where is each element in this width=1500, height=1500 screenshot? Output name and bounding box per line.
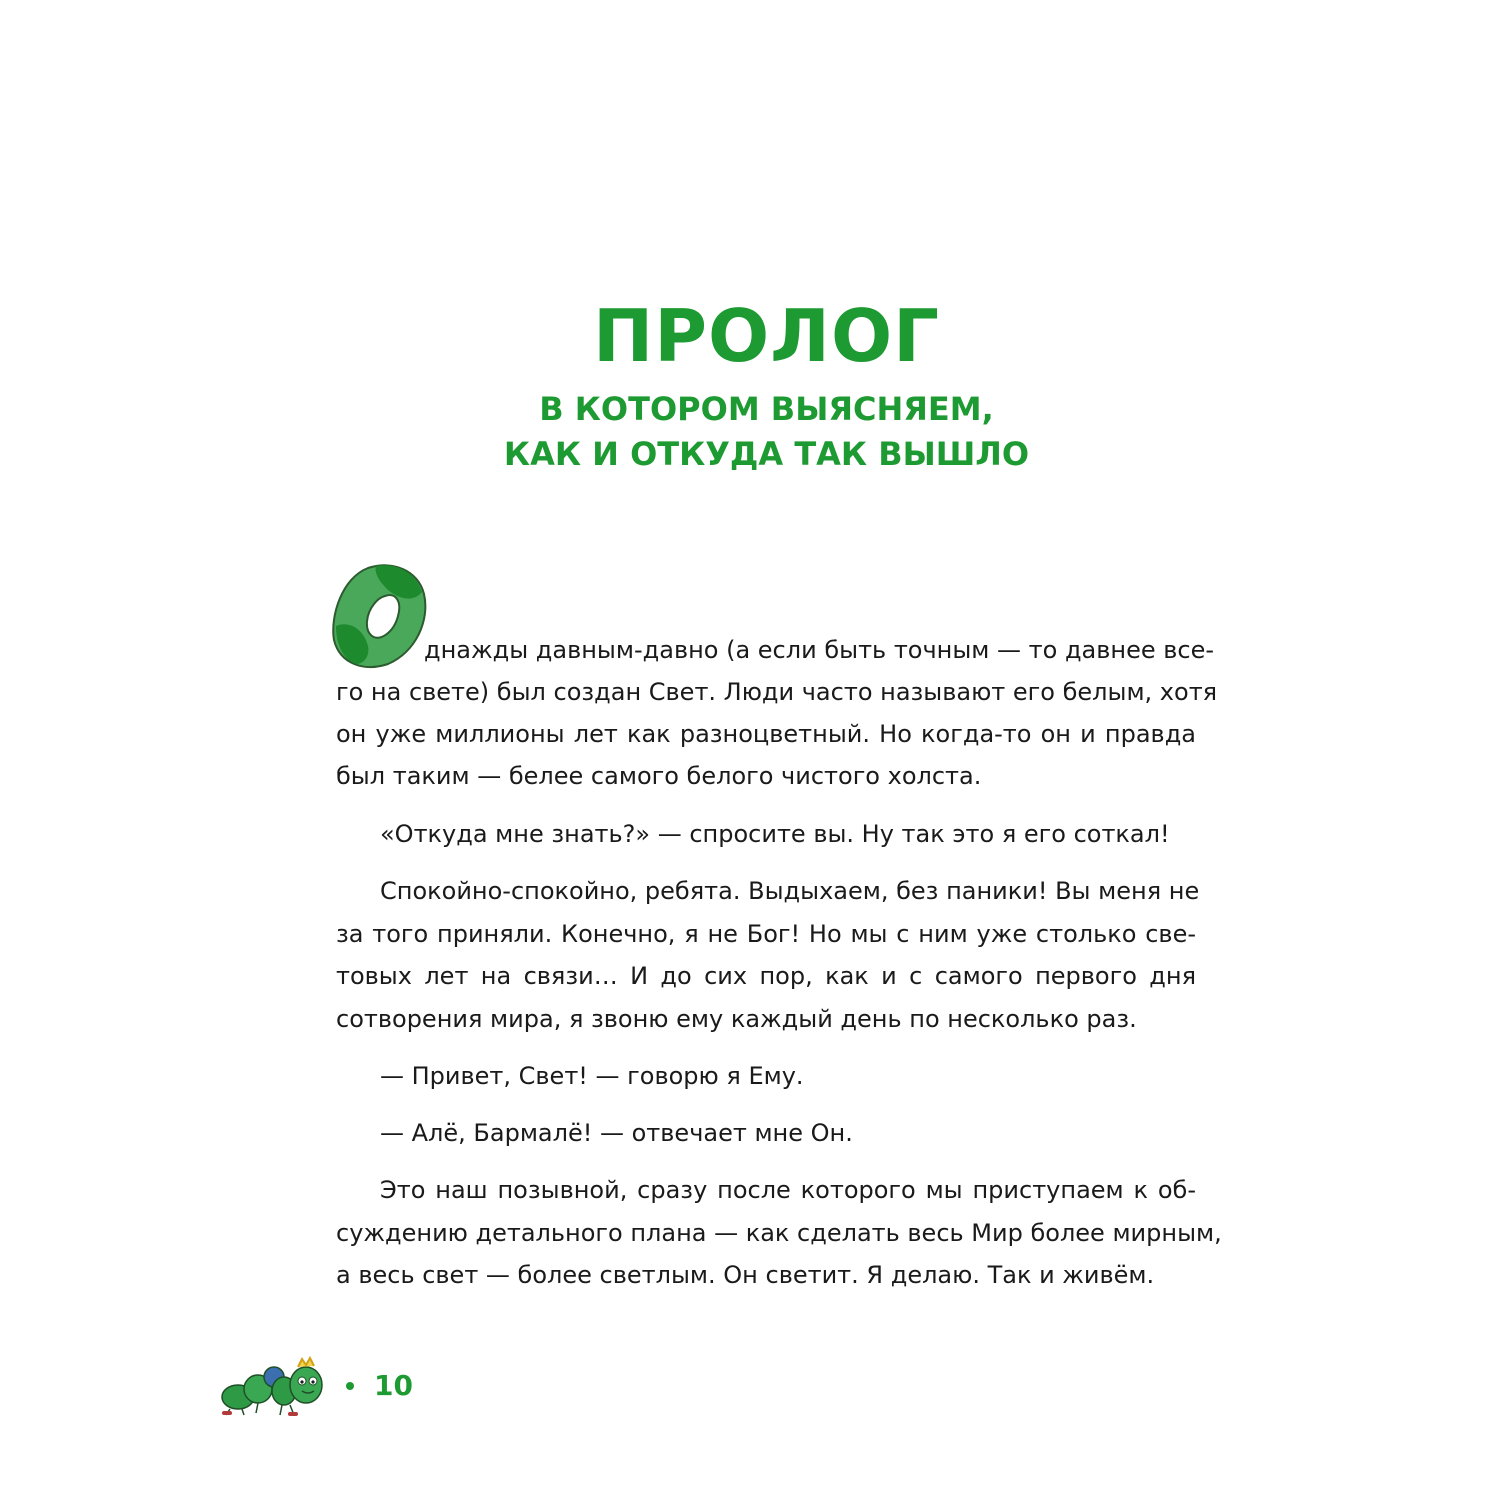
letter-o-dropcap	[330, 560, 430, 670]
chapter-subtitle-line-2: КАК И ОТКУДА ТАК ВЫШЛО	[503, 435, 1030, 473]
paragraph-1-line-2: го на свете) был создан Свет. Люди часто называют его белым, хотя	[336, 678, 1218, 706]
paragraph-6-line-2: суждению детального плана — как сделать весь Мир более мирным,	[336, 1219, 1222, 1247]
dialogue-line-1: — Привет, Свет! — говорю я Ему.	[380, 1062, 804, 1090]
chapter-title: ПРОЛОГ	[592, 294, 941, 378]
paragraph-1-line-4: был таким — белее самого белого чистого холста.	[336, 762, 982, 790]
page-number: 10	[374, 1369, 413, 1402]
chapter-subtitle-line-1: В КОТОРОМ ВЫЯСНЯЕМ,	[539, 390, 994, 428]
dialogue-line-2: — Алё, Бармалё! — отвечает мне Он.	[380, 1119, 853, 1147]
paragraph-1-line-3: он уже миллионы лет как разноцветный. Но когда-то он и правда	[336, 720, 1196, 748]
paragraph-1-line-1: днажды давным-давно (а если быть точным — то давнее все-	[424, 636, 1215, 664]
paragraph-6-line-1: Это наш позывной, сразу после которого мы приступаем к об-	[380, 1176, 1196, 1204]
paragraph-3-line-3: товых лет на связи… И до сих пор, как и с самого первого дня	[336, 962, 1196, 990]
page-number-dot	[346, 1382, 354, 1390]
paragraph-3-line-4: сотворения мира, я звоню ему каждый день по несколько раз.	[336, 1005, 1137, 1033]
paragraph-3-line-1: Спокойно-спокойно, ребята. Выдыхаем, без паники! Вы меня не	[380, 877, 1200, 905]
paragraph-2-line-1: «Откуда мне знать?» — спросите вы. Ну так это я его соткал!	[380, 820, 1170, 848]
paragraph-3-line-2: за того приняли. Конечно, я не Бог! Но мы с ним уже столько све-	[336, 920, 1196, 948]
paragraph-6-line-3: а весь свет — более светлым. Он светит. Я делаю. Так и живём.	[336, 1261, 1155, 1289]
caterpillar-mascot-icon	[218, 1355, 328, 1417]
